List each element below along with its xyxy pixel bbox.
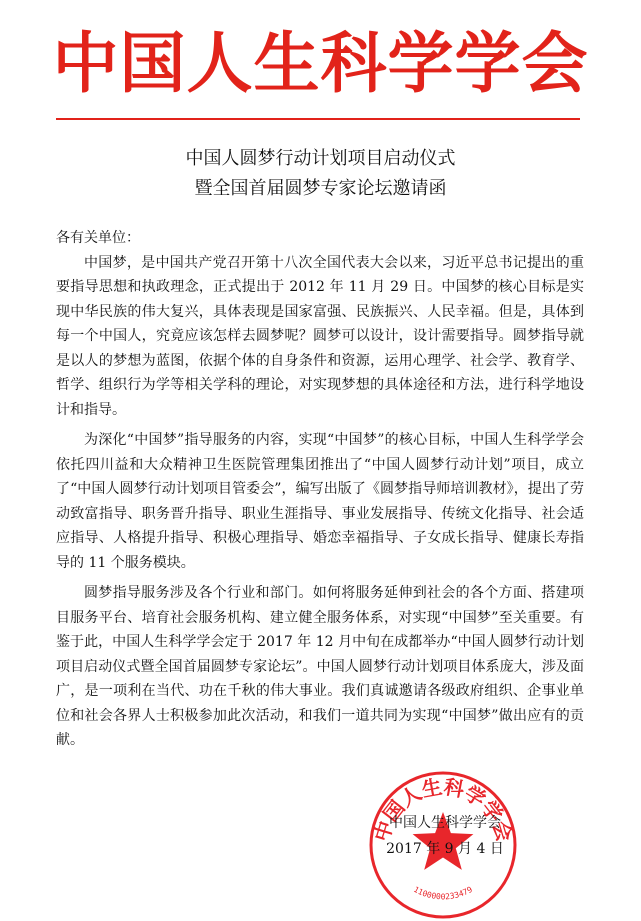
document-title-line-2: 暨全国首届圆梦专家论坛邀请函 (194, 178, 447, 199)
signature-date: 2017 年 9 月 4 日 (386, 841, 504, 857)
document-title-line-1: 中国人圆梦行动计划项目启动仪式 (185, 148, 456, 169)
paragraph-1: 中国梦，是中国共产党召开第十八次全国代表大会以来，习近平总书记提出的重要指导思想和执政理念，正式提出于 2012 年 11 月 29 日。中国梦的核心目标是实现中华民族的伟大复兴，具体表现是国家富强、民族振兴、人民幸福。但是，具体到每一个中国人，究竟应该怎样去圆梦呢？圆梦可以设计，设计需要指导。圆梦指导就是以人的梦想为蓝图，依据个体的自身条件和资源，运用心理学、社会学、教育学、哲学、组织行为学等相关学科的理论，对实现梦想的具体途径和方法，进行科学地设计和指导。 (56, 254, 584, 418)
paragraph-3: 圆梦指导服务涉及各个行业和部门。如何将服务延伸到社会的各个方面、搭建项目服务平台、培育社会服务机构、建立健全服务体系，对实现“中国梦”至关重要。有鉴于此，中国人生科学学会定于 2017 年 12 月中旬在成都举办“中国人圆梦行动计划项目启动仪式暨全国首届圆梦专家论坛”。中国人圆梦行动计划项目体系庞大，涉及面广，是一项利在当代、功在千秋的伟大事业。我们真诚邀请各级政府组织、企事业单位和社会各界人士积极参加此次活动，和我们一道共同为实现“中国梦”做出应有的贡献。 (56, 585, 584, 748)
seal-code-text: 1100000233479 (412, 884, 474, 902)
seal-org-text: 中国人生科学学会 (369, 774, 517, 845)
paragraph-2: 为深化“中国梦”指导服务的内容，实现“中国梦”的核心目标，中国人生科学学会依托四川益和大众精神卫生医院管理集团推出了“中国人圆梦行动计划”项目，成立了“中国人圆梦行动计划项目管委会”，编写出版了《圆梦指导师培训教材》，提出了劳动致富指导、职务晋升指导、职业生涯指导、事业发展指导、传统文化指导、社会适应指导、人格提升指导、积极心理指导、婚恋幸福指导、子女成长指导、健康长寿指导的 11 个服务模块。 (56, 432, 584, 571)
signature-org: 中国人生科学学会 (389, 815, 501, 831)
letter-body (56, 226, 584, 753)
letterhead-title: 中国人生科学学会 (52, 25, 589, 102)
salutation: 各有关单位： (56, 230, 140, 246)
letterhead-divider (56, 118, 580, 120)
